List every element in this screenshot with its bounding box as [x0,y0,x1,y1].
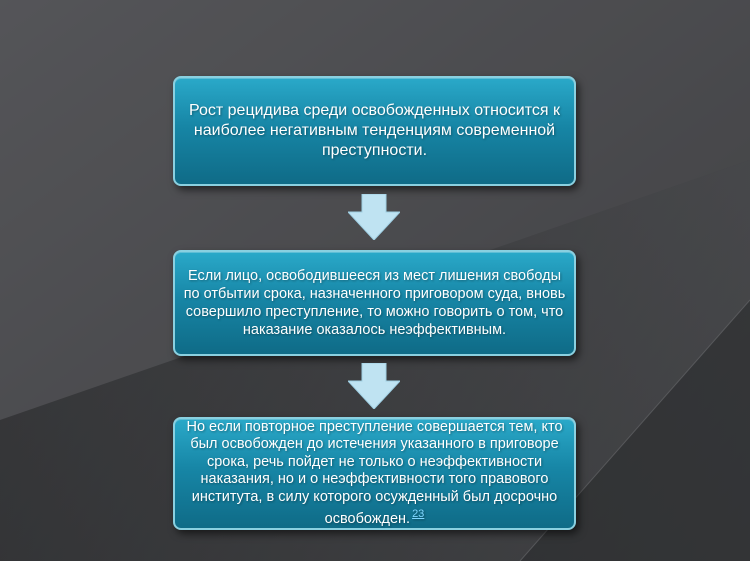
flow-block-2-text: Если лицо, освободившееся из мест лишения свободы по отбытии срока, назначенного приговором суда, вновь совершило преступление, то можно говорить о том, что наказание оказалось неэффективным. [183,268,566,338]
flow-block-1-text: Рост рецидива среди освобожденных относится к наиболее негативным тенденциям современной преступности. [189,102,560,159]
flow-block-1 [173,76,576,186]
flow-block-2 [173,250,576,356]
flow-block-3-text-wrap [183,419,566,529]
down-arrow-icon [348,363,400,409]
flow-block-3 [173,417,576,530]
flow-block-3-text: Но если повторное преступление совершается тем, кто был освобожден до истечения указанного в приговоре срока, речь пойдет не только о неэффективности наказания, но и о неэффективности того правового института, в силу которого осужденный был досрочно освобожден. [186,418,563,527]
down-arrow-icon [348,194,400,240]
footnote-reference-link[interactable]: 23 [412,508,425,521]
